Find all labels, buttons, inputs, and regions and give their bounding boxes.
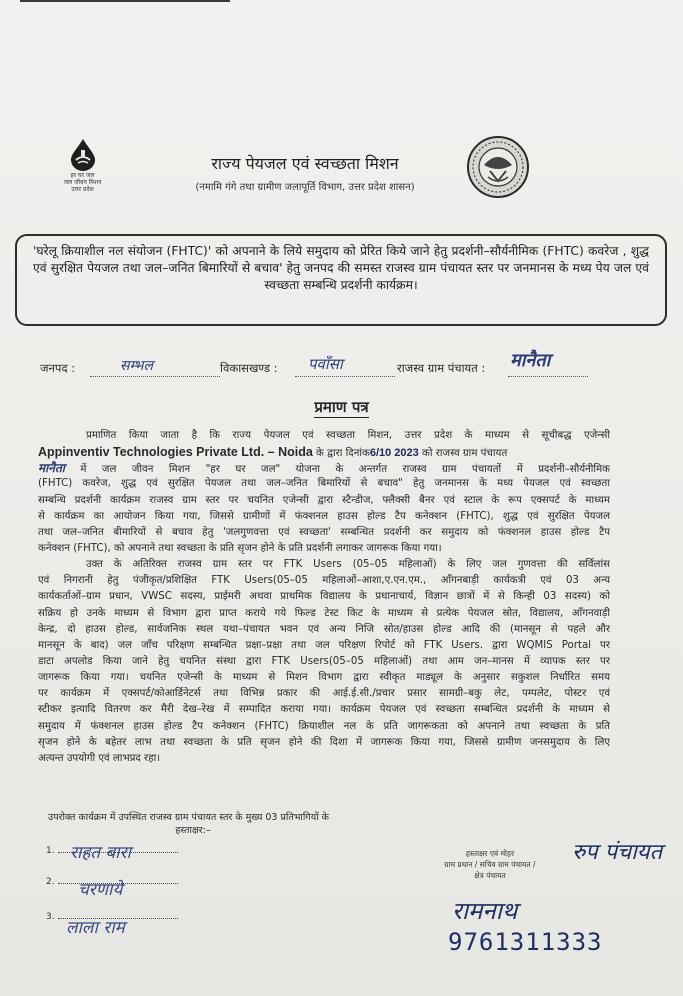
participants-intro bbox=[48, 811, 418, 837]
subject-text: 'घरेलू क्रियाशील नल संयोजन (FHTC)' को अपनाने के लिये समुदाय को प्रेरित किये जाने हेतु प्रदर्शनी–सौर्यनीमिक (FHTC) कवरेज , शुद्ध एवं सुरक्षित पेयजल तथा जल–जनित बिमारियों से बचाव' हेतु जनपद की समस्त राजस्व ग्राम पंचायत स्तर पर जनमानस के मध्य पेय जल एवं स्वच्छता सम्बन्धि प्रदर्शनी कार्यक्रम। bbox=[33, 244, 649, 292]
har-ghar-jal-logo bbox=[55, 138, 110, 193]
body-line: केन्द्र, दो हाउस होल्ड, सार्वजनिक स्थल यथा–पंचायत भवन एवं अन्य निजि स्रोत/हाउस होल्ड आदि की (मानसून से पहले और bbox=[38, 623, 610, 635]
logo-caption-2: जल जीवन मिशन bbox=[63, 179, 102, 186]
body-line: समुदाय में फंक्शनल हाउस होल्ड टैप कनेक्शन (FHTC) क्रियाशील नल के प्रति जागरूकता को अपनाने तथा स्वच्छता के प्रति bbox=[38, 720, 610, 732]
body-line: डाटा अपलोड किया जाने हेतु चयनित संस्था द्वारा FTK Users(05–05 महिलाओं) तथा आम जन–मानस में व्यापक स्तर पर bbox=[38, 655, 610, 667]
body-line: प्रमाणित किया जाता है कि राज्य पेयजल एवं स्वच्छता मिशन, उत्तर प्रदेश के माध्यम से सूचीबद्ध एजेन्सी bbox=[86, 430, 610, 441]
header-title: राज्य पेयजल एवं स्वच्छता मिशन bbox=[211, 154, 399, 173]
body-line: एवं निगरानी हेतु पंजीकृत/प्रशिक्षित FTK Users(05–05 महिलाओं–आशा,ए.एन.एम., आँगनबाड़ी कार्यकत्री एवं 03 अन्य bbox=[38, 575, 610, 587]
body-line: तथा जल–जनित बीमारियों से बचाव हेतु 'जलगुणवत्ता एवं स्वच्छता' सम्बन्धित प्रदर्शनी कर समुदाय को फंक्शनल हाउस होल्ड टैप bbox=[38, 526, 610, 538]
body-line: सृजन होने के बहेतर लाभ तथा स्वच्छता के प्रति सृजन होने की दिशा में जागरूक किया गया, जिससे ग्रामीण जनसमुदाय के लिए bbox=[38, 736, 610, 748]
participant-signature-1: राहत बारा bbox=[70, 843, 131, 863]
body-line: मानसून के बाद) जल जाँच परिक्षण सम्बन्धित प्रक्षा–प्रक्षा तथा जल परिक्षण रिपोर्ट को FTK Users. द्वारा WQMIS Portal पर bbox=[38, 639, 610, 651]
body-line: (FHTC) कवरेज, शुद्ध एवं सुरक्षित पेयजल तथा जल–जनित बिमारियों से बचाव" हेतु जनमानस के मध्य पेयजल एवं स्वच्छता bbox=[38, 478, 610, 490]
up-govt-seal-icon bbox=[466, 135, 530, 203]
participant-signature-3: लाला राम bbox=[66, 918, 125, 938]
body-line: से कार्यक्रम का आयोजन किया गया, जिससे ग्रामीणों में फंक्शनल हाउस होल्ड टैप कनेक्शन (FHTC), शुद्ध एवं सुरक्षित पेयजल bbox=[38, 510, 610, 522]
panchayat-label: राजस्व ग्राम पंचायत : bbox=[397, 361, 486, 375]
participant-row-2: 2. bbox=[46, 877, 178, 887]
panchayat-handwritten: मानैता bbox=[38, 461, 65, 476]
body-line: स्टीकर इत्यादि वितरण कर मैरी देख–रेख में सम्पादित कराया गया। कार्यक्रम पेयजल एवं स्वच्छता सम्बन्धित प्रदर्शनी के माध्यम से bbox=[38, 704, 610, 716]
body-line: कनेक्शन (FHTC), को अपनाने तथा स्वच्छता के प्रति सृजन होने के प्रति प्रदर्शनी लगाकर जागरूक किया गया। bbox=[38, 542, 442, 554]
participants-intro-text: उपरोक्त कार्यक्रम में उपस्थित राजस्व ग्राम पंचायत स्तर के मुख्य 03 प्रतिभागियों के bbox=[48, 812, 329, 823]
body-line: सम्बन्धि प्रदर्शनी कार्यक्रम राजस्व ग्राम स्तर पर चयनित एजेन्सी द्वारा स्टैन्डीज, फ्लैक्सी बैनर एवं स्टाल के रूप एक्सपर्ट के माध्यम bbox=[38, 494, 610, 506]
participant-row-3: 3. bbox=[46, 912, 178, 922]
logo-caption-3: उत्तर प्रदेश bbox=[71, 186, 94, 193]
certificate-title: प्रमाण पत्र bbox=[314, 398, 369, 416]
panchayat-value: मानैता bbox=[510, 350, 551, 371]
district-line bbox=[90, 362, 220, 377]
body-line: अत्यन्त उपयोगी एवं लाभप्रद रहा। bbox=[38, 752, 161, 764]
body-line: जागरूक किया गया। चयनित एजेन्सी के माध्यम से मिशन विभाग द्वारा स्वीकृत माड्यूल के अनुसार सकुशल निर्धारित समय bbox=[38, 672, 610, 684]
body-line: पर कार्यक्रम में एक्सपर्ट/कोआर्डिनेटर्स तथा विभिन्न प्रकार की आई.ई.सी./प्रचार प्रसार सामग्री–बकु लेट, पम्पलेट, पोस्टर एवं bbox=[38, 688, 610, 700]
participants-signature-label: हस्ताक्षर:– bbox=[175, 825, 211, 836]
signatory-label: हस्ताक्षर एवं मोहर ग्राम प्रधान / सचिव ग्राम पंचायत / क्षेत्र पंचायत bbox=[444, 849, 536, 880]
pradhan-signature: रुप पंचायत bbox=[572, 840, 663, 865]
block-value: पवाँसा bbox=[308, 355, 343, 373]
location-fields bbox=[40, 350, 660, 380]
signatory-name-handwritten: रामनाथ bbox=[452, 897, 518, 925]
district-value: सम्भल bbox=[120, 358, 153, 374]
top-edge-line bbox=[20, 0, 230, 2]
participant-signature-2: चरणाये bbox=[78, 880, 123, 900]
block-label: विकासखण्ड : bbox=[220, 361, 278, 375]
water-drop-icon bbox=[67, 138, 99, 172]
agency-name: Appinventiv Technologies Private Ltd. – Noida bbox=[38, 445, 313, 460]
district-label: जनपद : bbox=[40, 361, 76, 375]
body-line: सक्रिय हो उनके माध्यम से विभाग द्वारा प्राप्त कराये गये फिल्ड टेस्ट किट के माध्यम से प्रत्येक पेयजल स्रोत, विद्यालय, आँगनवाड़ी bbox=[38, 607, 610, 619]
subject-box bbox=[15, 234, 667, 326]
event-date: 6/10 2023 bbox=[369, 447, 419, 460]
body-line: कार्यकर्ताओं–ग्राम प्रधान, VWSC सदस्य, प्राईमरी अथवा प्राथमिक विद्यालय के प्रधानाचार्य, विज्ञान छात्रों में से किन्ही 03 सदस्य) को bbox=[38, 591, 610, 603]
signatory-phone-handwritten: 9761311333 bbox=[448, 928, 603, 956]
body-line: मानैता में जल जीवन मिशन "हर घर जल" योजना के अन्तर्गत राजस्व ग्राम पंचायतों में प्रदर्शनी–सौर्यनीमिक bbox=[38, 461, 610, 476]
participant-row-1: 1. bbox=[46, 846, 178, 856]
certificate-body bbox=[38, 428, 610, 767]
body-line: उक्त के अतिरिक्त राजस्व ग्राम स्तर पर FTK Users (05–05 महिलाओं) के लिए जल गुणवत्ता की सर्विलांस bbox=[86, 559, 610, 571]
logo-caption-1: हर घर जल bbox=[70, 172, 95, 179]
header-subtitle: (नमामि गंगे तथा ग्रामीण जलापूर्ति विभाग, उत्तर प्रदेश शासन) bbox=[195, 182, 415, 193]
body-line: Appinventiv Technologies Private Ltd. – Noida के द्वारा दिनांक6/10 2023 को राजस्व ग्राम पंचायत bbox=[38, 445, 508, 460]
